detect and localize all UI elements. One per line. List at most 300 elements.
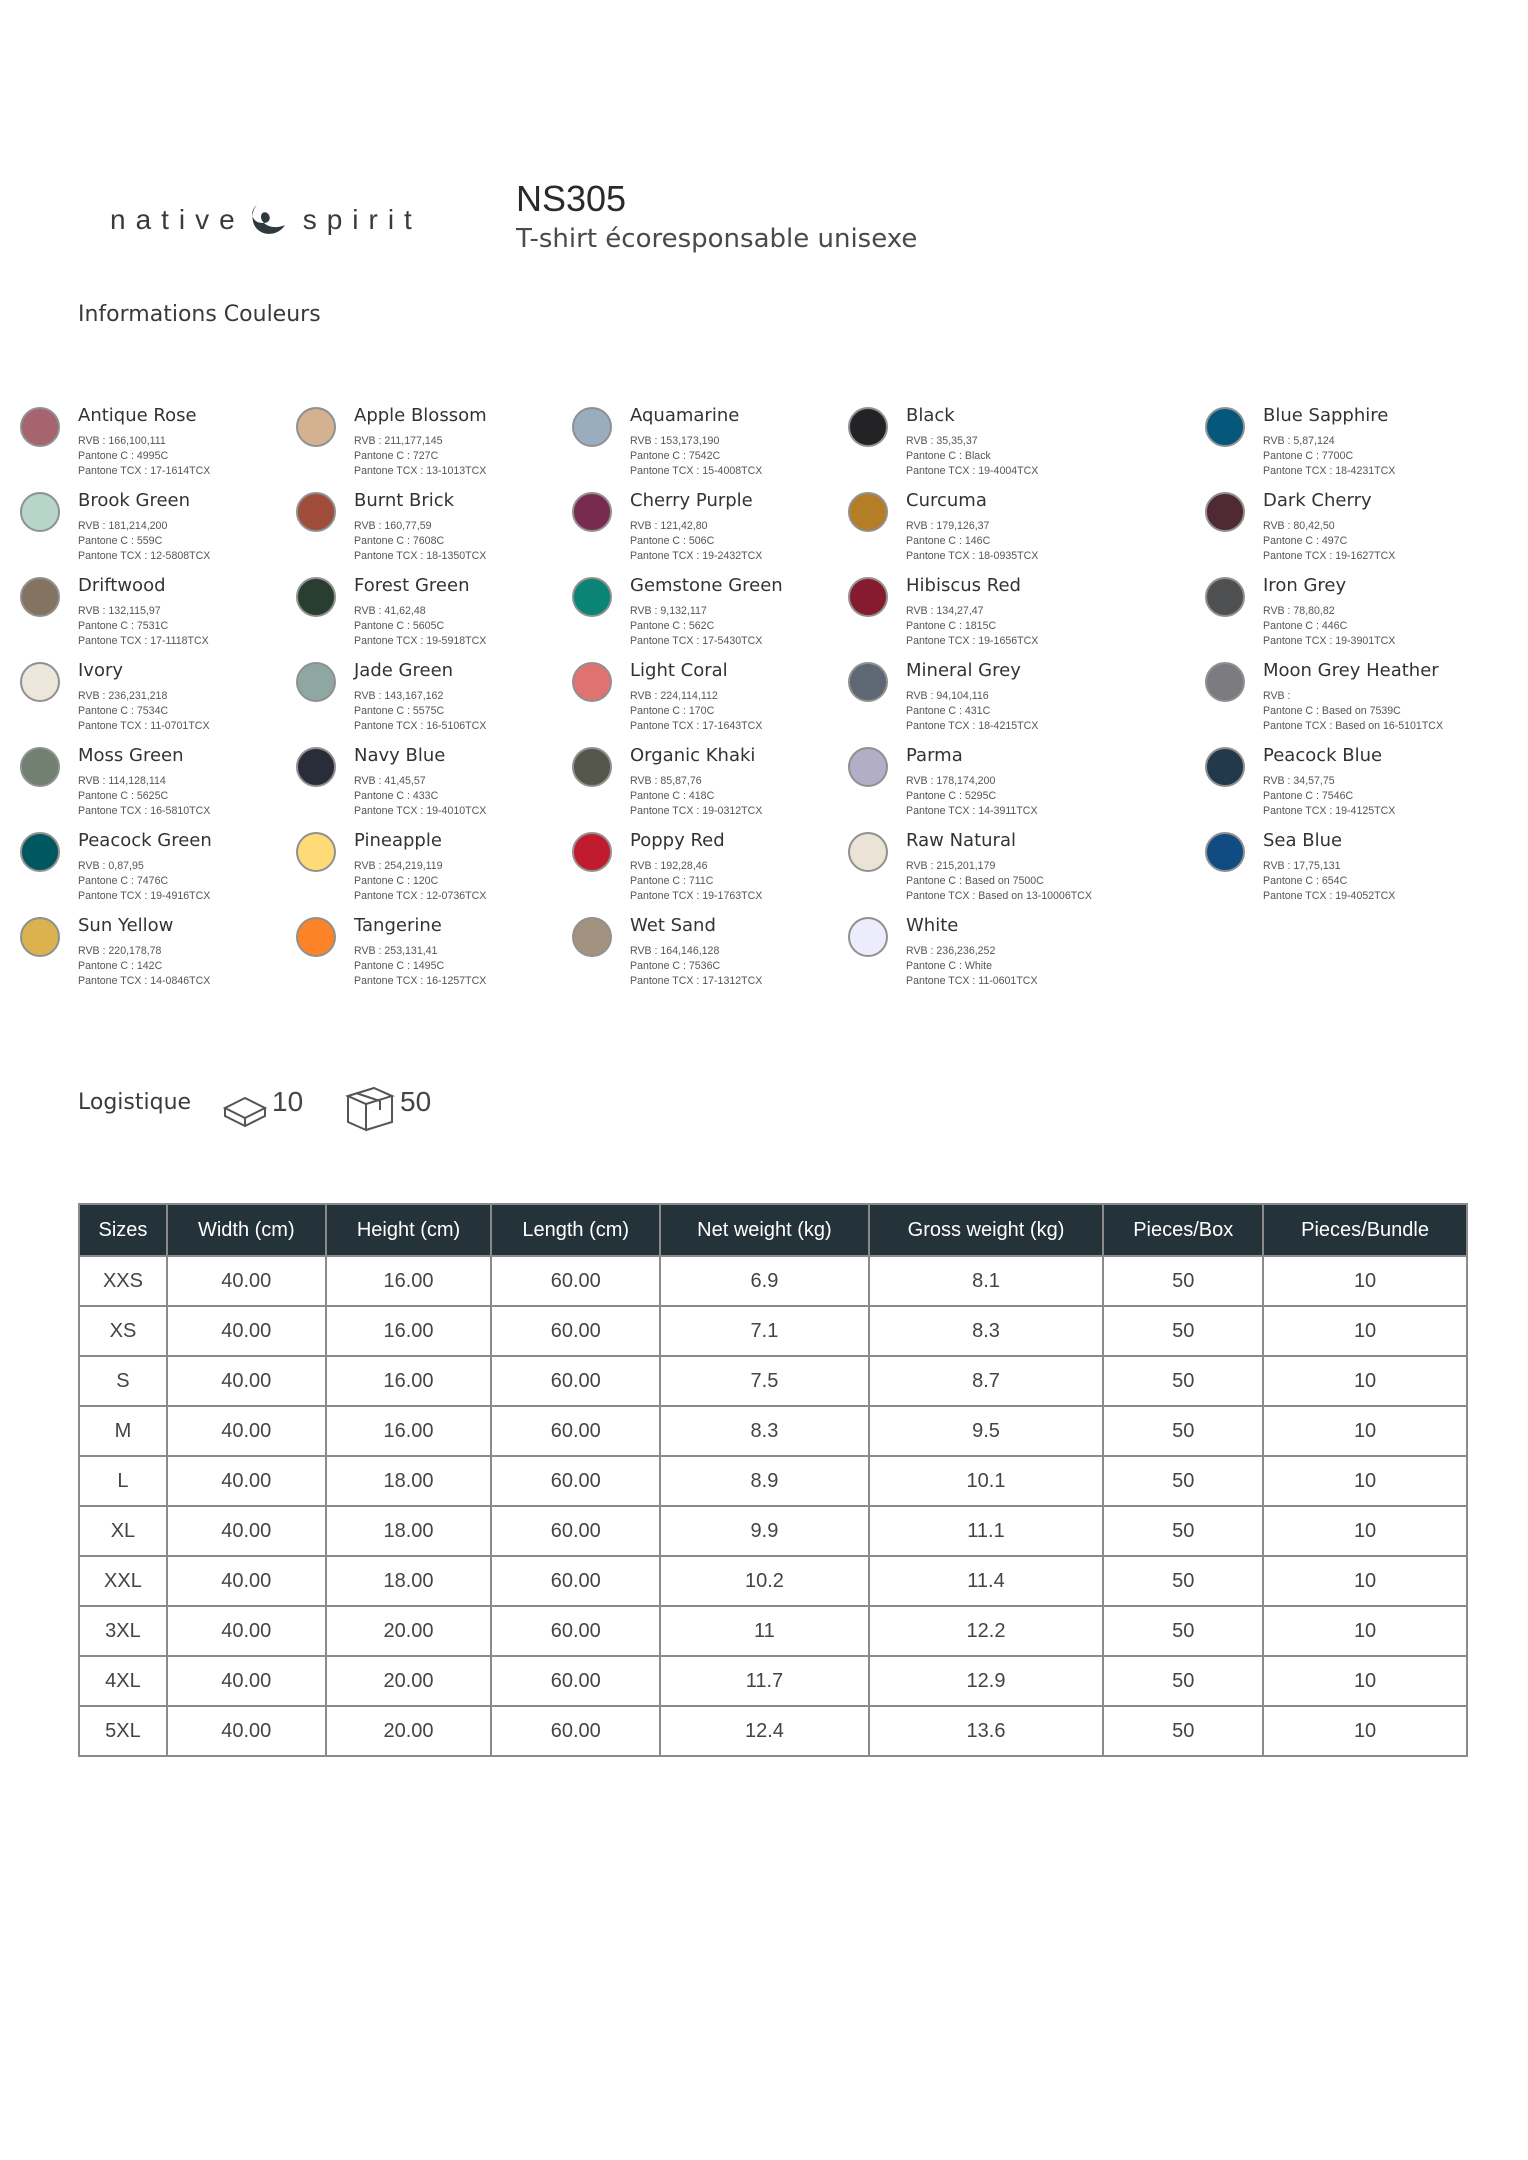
table-cell: 7.5	[660, 1356, 869, 1406]
table-cell: 10	[1263, 1456, 1467, 1506]
color-item	[848, 830, 1148, 910]
color-pantone-c: Pantone C : 5295C	[906, 790, 997, 802]
color-pantone-tcx: Pantone TCX : 19-4010TCX	[354, 805, 487, 817]
color-rvb: RVB : 78,80,82	[1263, 605, 1335, 617]
color-swatch	[20, 662, 60, 702]
color-pantone-tcx: Pantone TCX : 15-4008TCX	[630, 465, 763, 477]
color-name: Poppy Red	[630, 830, 725, 851]
table-cell: 20.00	[326, 1706, 492, 1756]
colors-section-title: Informations Couleurs	[78, 302, 321, 327]
color-pantone-c: Pantone C : 7476C	[78, 875, 169, 887]
table-cell: 8.3	[660, 1406, 869, 1456]
color-pantone-c: Pantone C : 418C	[630, 790, 715, 802]
table-cell: 16.00	[326, 1406, 492, 1456]
color-item	[1205, 490, 1505, 570]
color-pantone-tcx: Pantone TCX : Based on 16-5101TCX	[1263, 720, 1444, 732]
color-item	[296, 745, 596, 825]
color-swatch	[848, 917, 888, 957]
color-pantone-tcx: Pantone TCX : 18-4231TCX	[1263, 465, 1396, 477]
table-header-cell: Length (cm)	[491, 1204, 660, 1256]
color-item	[572, 405, 872, 485]
table-cell: 60.00	[491, 1456, 660, 1506]
color-pantone-c: Pantone C : Based on 7500C	[906, 875, 1044, 887]
color-item	[848, 660, 1148, 740]
color-name: Black	[906, 405, 955, 426]
table-cell: 40.00	[167, 1456, 326, 1506]
table-cell: 50	[1103, 1706, 1263, 1756]
color-item	[848, 915, 1148, 995]
color-item	[572, 915, 872, 995]
table-cell: 20.00	[326, 1656, 492, 1706]
color-item	[296, 915, 596, 995]
color-name: Organic Khaki	[630, 745, 756, 766]
brand-swirl-icon	[249, 201, 289, 239]
color-name: White	[906, 915, 959, 936]
color-rvb: RVB : 178,174,200	[906, 775, 996, 787]
color-swatch	[848, 832, 888, 872]
color-rvb: RVB : 85,87,76	[630, 775, 702, 787]
color-name: Dark Cherry	[1263, 490, 1372, 511]
color-pantone-tcx: Pantone TCX : 13-1013TCX	[354, 465, 487, 477]
color-rvb: RVB : 80,42,50	[1263, 520, 1335, 532]
table-cell: XXS	[79, 1256, 167, 1306]
color-pantone-tcx: Pantone TCX : 11-0701TCX	[78, 720, 210, 732]
table-cell: 20.00	[326, 1606, 492, 1656]
table-cell: 50	[1103, 1356, 1263, 1406]
color-rvb: RVB : 17,75,131	[1263, 860, 1341, 872]
color-rvb: RVB : 153,173,190	[630, 435, 720, 447]
color-item	[572, 660, 872, 740]
color-swatch	[848, 577, 888, 617]
color-rvb: RVB : 5,87,124	[1263, 435, 1335, 447]
color-pantone-c: Pantone C : 4995C	[78, 450, 169, 462]
color-pantone-c: Pantone C : 142C	[78, 960, 163, 972]
color-pantone-c: Pantone C : 727C	[354, 450, 439, 462]
table-cell: XS	[79, 1306, 167, 1356]
color-pantone-c: Pantone C : Black	[906, 450, 991, 462]
table-cell: 10	[1263, 1706, 1467, 1756]
color-pantone-tcx: Pantone TCX : 14-3911TCX	[906, 805, 1038, 817]
table-cell: 60.00	[491, 1306, 660, 1356]
color-swatch	[572, 747, 612, 787]
table-cell: 10	[1263, 1356, 1467, 1406]
color-pantone-c: Pantone C : 506C	[630, 535, 715, 547]
color-pantone-tcx: Pantone TCX : 19-2432TCX	[630, 550, 763, 562]
color-item	[848, 745, 1148, 825]
color-rvb: RVB : 181,214,200	[78, 520, 168, 532]
table-cell: 18.00	[326, 1506, 492, 1556]
table-cell: 6.9	[660, 1256, 869, 1306]
color-name: Cherry Purple	[630, 490, 753, 511]
color-rvb: RVB : 179,126,37	[906, 520, 990, 532]
color-item	[848, 575, 1148, 655]
color-rvb: RVB : 9,132,117	[630, 605, 707, 617]
color-pantone-c: Pantone C : 7608C	[354, 535, 445, 547]
color-pantone-c: Pantone C : 7531C	[78, 620, 169, 632]
color-rvb: RVB : 132,115,97	[78, 605, 161, 617]
color-name: Brook Green	[78, 490, 191, 511]
table-header-cell: Height (cm)	[326, 1204, 492, 1256]
table-cell: 11.4	[869, 1556, 1104, 1606]
table-row	[79, 1356, 1467, 1406]
color-swatch	[848, 747, 888, 787]
logo-word-left: native	[110, 204, 245, 235]
color-pantone-tcx: Pantone TCX : 19-4052TCX	[1263, 890, 1396, 902]
carton-box-icon	[344, 1082, 396, 1134]
table-row	[79, 1306, 1467, 1356]
table-cell: 10	[1263, 1256, 1467, 1306]
color-pantone-c: Pantone C : 7536C	[630, 960, 721, 972]
color-name: Mineral Grey	[906, 660, 1021, 681]
color-swatch	[20, 917, 60, 957]
color-swatch	[1205, 407, 1245, 447]
table-cell: 8.7	[869, 1356, 1104, 1406]
color-swatch	[296, 747, 336, 787]
color-name: Driftwood	[78, 575, 166, 596]
bundle-box-icon	[222, 1092, 268, 1132]
color-item	[848, 490, 1148, 570]
color-rvb: RVB : 94,104,116	[906, 690, 989, 702]
color-swatch	[572, 407, 612, 447]
table-row	[79, 1706, 1467, 1756]
table-header-row	[79, 1204, 1467, 1256]
color-swatch	[1205, 577, 1245, 617]
color-pantone-tcx: Pantone TCX : 12-5808TCX	[78, 550, 211, 562]
color-item	[572, 490, 872, 570]
color-name: Ivory	[78, 660, 124, 681]
color-item	[572, 830, 872, 910]
product-code: NS305	[516, 178, 627, 219]
color-rvb: RVB : 164,146,128	[630, 945, 720, 957]
color-name: Peacock Green	[78, 830, 212, 851]
color-rvb: RVB : 35,35,37	[906, 435, 978, 447]
color-swatch	[20, 577, 60, 617]
table-cell: 8.3	[869, 1306, 1104, 1356]
color-rvb: RVB : 192,28,46	[630, 860, 708, 872]
color-pantone-tcx: Pantone TCX : 17-5430TCX	[630, 635, 763, 647]
table-cell: 40.00	[167, 1656, 326, 1706]
color-name: Light Coral	[630, 660, 728, 681]
color-swatch	[1205, 662, 1245, 702]
color-rvb: RVB : 253,131,41	[354, 945, 438, 957]
table-cell: 10.2	[660, 1556, 869, 1606]
color-name: Parma	[906, 745, 963, 766]
color-name: Sun Yellow	[78, 915, 174, 936]
table-row	[79, 1556, 1467, 1606]
table-cell: L	[79, 1456, 167, 1506]
table-cell: 11.7	[660, 1656, 869, 1706]
color-item	[20, 490, 320, 570]
color-pantone-tcx: Pantone TCX : 19-4916TCX	[78, 890, 211, 902]
table-row	[79, 1506, 1467, 1556]
color-pantone-c: Pantone C : 1815C	[906, 620, 997, 632]
color-rvb: RVB : 0,87,95	[78, 860, 144, 872]
color-pantone-tcx: Pantone TCX : 19-1656TCX	[906, 635, 1039, 647]
table-cell: 12.9	[869, 1656, 1104, 1706]
color-pantone-c: Pantone C : 120C	[354, 875, 439, 887]
color-swatch	[848, 662, 888, 702]
color-swatch	[848, 407, 888, 447]
color-pantone-c: Pantone C : 559C	[78, 535, 163, 547]
color-item	[1205, 830, 1505, 910]
table-cell: 40.00	[167, 1506, 326, 1556]
table-cell: 40.00	[167, 1606, 326, 1656]
color-pantone-tcx: Pantone TCX : 17-1643TCX	[630, 720, 763, 732]
color-swatch	[20, 492, 60, 532]
color-name: Apple Blossom	[354, 405, 487, 426]
color-rvb: RVB :	[1263, 690, 1291, 702]
color-pantone-c: Pantone C : 654C	[1263, 875, 1348, 887]
table-cell: 50	[1103, 1656, 1263, 1706]
color-item	[1205, 405, 1505, 485]
color-pantone-tcx: Pantone TCX : 17-1312TCX	[630, 975, 763, 987]
table-cell: 40.00	[167, 1356, 326, 1406]
table-row	[79, 1606, 1467, 1656]
color-pantone-c: Pantone C : 7700C	[1263, 450, 1354, 462]
color-item	[296, 405, 596, 485]
table-cell: 16.00	[326, 1356, 492, 1406]
table-header-cell: Width (cm)	[167, 1204, 326, 1256]
color-pantone-c: Pantone C : 562C	[630, 620, 715, 632]
color-item	[1205, 745, 1505, 825]
color-pantone-c: Pantone C : 711C	[630, 875, 714, 887]
color-swatch	[296, 917, 336, 957]
table-cell: 10	[1263, 1506, 1467, 1556]
color-rvb: RVB : 236,236,252	[906, 945, 996, 957]
table-cell: 60.00	[491, 1406, 660, 1456]
bundle-quantity: 10	[272, 1086, 304, 1117]
color-rvb: RVB : 160,77,59	[354, 520, 432, 532]
color-pantone-c: Pantone C : Based on 7539C	[1263, 705, 1401, 717]
brand-logo	[110, 196, 422, 244]
color-pantone-tcx: Pantone TCX : Based on 13-10006TCX	[906, 890, 1092, 902]
table-cell: 50	[1103, 1456, 1263, 1506]
table-cell: 40.00	[167, 1406, 326, 1456]
color-name: Burnt Brick	[354, 490, 455, 511]
table-cell: 18.00	[326, 1556, 492, 1606]
color-name: Peacock Blue	[1263, 745, 1383, 766]
color-name: Curcuma	[906, 490, 987, 511]
color-item	[20, 405, 320, 485]
logistics-title: Logistique	[78, 1090, 192, 1115]
color-name: Antique Rose	[78, 405, 197, 426]
color-name: Blue Sapphire	[1263, 405, 1389, 426]
color-pantone-c: Pantone C : 5605C	[354, 620, 445, 632]
color-item	[296, 575, 596, 655]
table-cell: 13.6	[869, 1706, 1104, 1756]
table-body	[79, 1256, 1467, 1756]
color-rvb: RVB : 211,177,145	[354, 435, 443, 447]
table-row	[79, 1406, 1467, 1456]
color-rvb: RVB : 254,219,119	[354, 860, 443, 872]
color-swatch	[296, 832, 336, 872]
color-item	[20, 575, 320, 655]
table-header-cell: Pieces/Box	[1103, 1204, 1263, 1256]
table-header-cell: Pieces/Bundle	[1263, 1204, 1467, 1256]
color-pantone-tcx: Pantone TCX : 19-0312TCX	[630, 805, 763, 817]
table-cell: 60.00	[491, 1606, 660, 1656]
color-name: Moon Grey Heather	[1263, 660, 1439, 681]
color-pantone-tcx: Pantone TCX : 16-1257TCX	[354, 975, 487, 987]
color-pantone-tcx: Pantone TCX : 19-1763TCX	[630, 890, 763, 902]
color-swatch	[572, 492, 612, 532]
table-cell: 9.9	[660, 1506, 869, 1556]
color-name: Iron Grey	[1263, 575, 1347, 596]
table-cell: 40.00	[167, 1306, 326, 1356]
table-cell: 10	[1263, 1306, 1467, 1356]
color-pantone-tcx: Pantone TCX : 11-0601TCX	[906, 975, 1038, 987]
color-pantone-c: Pantone C : 433C	[354, 790, 439, 802]
table-cell: 3XL	[79, 1606, 167, 1656]
color-item	[848, 405, 1148, 485]
color-swatch	[848, 492, 888, 532]
color-pantone-tcx: Pantone TCX : 12-0736TCX	[354, 890, 487, 902]
table-cell: S	[79, 1356, 167, 1406]
product-name: T-shirt écoresponsable unisexe	[516, 224, 918, 254]
color-pantone-tcx: Pantone TCX : 19-3901TCX	[1263, 635, 1396, 647]
color-swatch	[20, 407, 60, 447]
table-cell: 10	[1263, 1406, 1467, 1456]
color-item	[296, 660, 596, 740]
color-pantone-tcx: Pantone TCX : 17-1118TCX	[78, 635, 209, 647]
color-rvb: RVB : 134,27,47	[906, 605, 984, 617]
table-cell: 8.9	[660, 1456, 869, 1506]
color-pantone-c: Pantone C : 146C	[906, 535, 991, 547]
table-cell: 12.2	[869, 1606, 1104, 1656]
table-cell: 50	[1103, 1556, 1263, 1606]
color-item	[572, 745, 872, 825]
color-item	[20, 830, 320, 910]
color-pantone-tcx: Pantone TCX : 14-0846TCX	[78, 975, 211, 987]
table-cell: 16.00	[326, 1256, 492, 1306]
table-row	[79, 1456, 1467, 1506]
color-name: Wet Sand	[630, 915, 716, 936]
color-name: Jade Green	[354, 660, 454, 681]
table-cell: XL	[79, 1506, 167, 1556]
color-item	[1205, 575, 1505, 655]
color-pantone-c: Pantone C : 170C	[630, 705, 715, 717]
table-cell: 60.00	[491, 1506, 660, 1556]
color-name: Aquamarine	[630, 405, 740, 426]
color-rvb: RVB : 143,167,162	[354, 690, 444, 702]
color-swatch	[296, 407, 336, 447]
color-pantone-tcx: Pantone TCX : 16-5810TCX	[78, 805, 211, 817]
color-name: Pineapple	[354, 830, 442, 851]
color-item	[572, 575, 872, 655]
color-rvb: RVB : 121,42,80	[630, 520, 708, 532]
color-rvb: RVB : 220,178,78	[78, 945, 162, 957]
table-cell: 10	[1263, 1656, 1467, 1706]
color-swatch	[572, 917, 612, 957]
table-cell: 50	[1103, 1606, 1263, 1656]
table-header-cell: Net weight (kg)	[660, 1204, 869, 1256]
table-cell: 60.00	[491, 1656, 660, 1706]
color-swatch	[1205, 832, 1245, 872]
color-rvb: RVB : 215,201,179	[906, 860, 996, 872]
table-cell: 40.00	[167, 1556, 326, 1606]
color-name: Forest Green	[354, 575, 470, 596]
table-cell: 40.00	[167, 1256, 326, 1306]
table-cell: 10.1	[869, 1456, 1104, 1506]
color-pantone-c: Pantone C : 1495C	[354, 960, 445, 972]
color-name: Tangerine	[354, 915, 442, 936]
color-item	[296, 490, 596, 570]
table-cell: 11	[660, 1606, 869, 1656]
color-name: Navy Blue	[354, 745, 446, 766]
color-pantone-tcx: Pantone TCX : 17-1614TCX	[78, 465, 211, 477]
color-rvb: RVB : 166,100,111	[78, 435, 166, 447]
color-item	[20, 745, 320, 825]
table-cell: 10	[1263, 1606, 1467, 1656]
color-swatch	[572, 832, 612, 872]
table-cell: 7.1	[660, 1306, 869, 1356]
color-item	[1205, 660, 1505, 740]
color-pantone-c: Pantone C : 7542C	[630, 450, 721, 462]
color-pantone-tcx: Pantone TCX : 18-1350TCX	[354, 550, 487, 562]
color-rvb: RVB : 236,231,218	[78, 690, 168, 702]
color-swatch	[1205, 747, 1245, 787]
color-pantone-c: Pantone C : 446C	[1263, 620, 1348, 632]
color-swatch	[20, 747, 60, 787]
table-cell: 60.00	[491, 1556, 660, 1606]
color-name: Hibiscus Red	[906, 575, 1021, 596]
color-item	[296, 830, 596, 910]
table-cell: 8.1	[869, 1256, 1104, 1306]
color-rvb: RVB : 41,62,48	[354, 605, 426, 617]
color-pantone-tcx: Pantone TCX : 18-4215TCX	[906, 720, 1039, 732]
color-pantone-c: Pantone C : 5625C	[78, 790, 169, 802]
box-quantity: 50	[400, 1086, 432, 1117]
table-cell: XXL	[79, 1556, 167, 1606]
color-pantone-tcx: Pantone TCX : 19-5918TCX	[354, 635, 487, 647]
color-swatch	[1205, 492, 1245, 532]
color-name: Gemstone Green	[630, 575, 783, 596]
table-cell: 60.00	[491, 1706, 660, 1756]
color-pantone-tcx: Pantone TCX : 18-0935TCX	[906, 550, 1039, 562]
color-name: Moss Green	[78, 745, 184, 766]
color-pantone-tcx: Pantone TCX : 19-1627TCX	[1263, 550, 1396, 562]
table-cell: 10	[1263, 1556, 1467, 1606]
color-rvb: RVB : 114,128,114	[78, 775, 166, 787]
logo-word-right: spirit	[302, 204, 422, 235]
table-cell: M	[79, 1406, 167, 1456]
table-header-cell: Gross weight (kg)	[869, 1204, 1104, 1256]
color-rvb: RVB : 224,114,112	[630, 690, 718, 702]
logistics-table	[78, 1203, 1468, 1757]
color-pantone-c: Pantone C : 7534C	[78, 705, 169, 717]
color-swatch	[296, 492, 336, 532]
table-cell: 18.00	[326, 1456, 492, 1506]
color-pantone-c: Pantone C : 497C	[1263, 535, 1348, 547]
table-cell: 4XL	[79, 1656, 167, 1706]
color-name: Sea Blue	[1263, 830, 1343, 851]
color-swatch	[572, 662, 612, 702]
color-rvb: RVB : 41,45,57	[354, 775, 426, 787]
color-item	[20, 660, 320, 740]
table-cell: 12.4	[660, 1706, 869, 1756]
color-rvb: RVB : 34,57,75	[1263, 775, 1335, 787]
table-cell: 16.00	[326, 1306, 492, 1356]
color-pantone-tcx: Pantone TCX : 19-4125TCX	[1263, 805, 1396, 817]
table-cell: 9.5	[869, 1406, 1104, 1456]
table-cell: 50	[1103, 1306, 1263, 1356]
color-item	[20, 915, 320, 995]
color-pantone-c: Pantone C : 7546C	[1263, 790, 1354, 802]
table-cell: 40.00	[167, 1706, 326, 1756]
color-pantone-c: Pantone C : White	[906, 960, 992, 972]
color-name: Raw Natural	[906, 830, 1016, 851]
color-pantone-c: Pantone C : 431C	[906, 705, 991, 717]
